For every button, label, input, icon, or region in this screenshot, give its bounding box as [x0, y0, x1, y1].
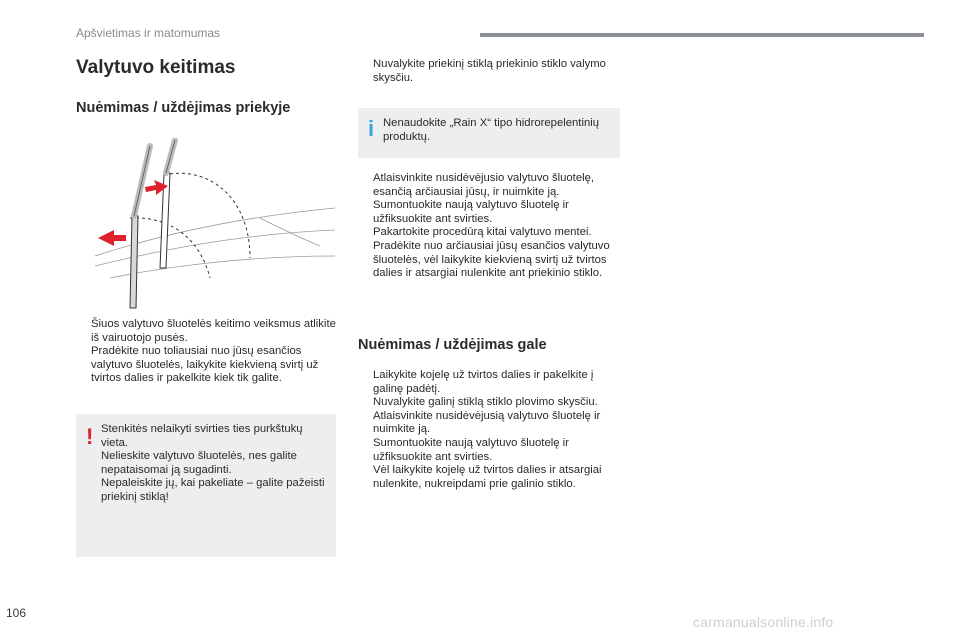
watermark: carmanualsonline.info: [693, 614, 834, 630]
right-steps-top: [358, 58, 620, 85]
list-item: Atlaisvinkite nusidėvėjusią valytuvo šluotelę ir nuimkite ją.: [373, 409, 601, 436]
page-number: 106: [6, 606, 27, 620]
list-item: Sumontuokite naują valytuvo šluotelę ir užfiksuokite ant svirties.: [373, 199, 569, 225]
rear-section-heading: Nuėmimas / uždėjimas gale: [358, 337, 547, 353]
list-item: Nuvalykite galinį stiklą stiklo plovimo skysčiu.: [373, 396, 598, 409]
info-text: Nenaudokite „Rain X“ tipo hidrorepelentinių produktų.: [383, 117, 600, 143]
front-steps-list: [76, 318, 338, 386]
info-box: [358, 108, 620, 158]
list-item: Pakartokite procedūrą kitai valytuvo mentei.: [373, 226, 592, 239]
info-icon: i: [368, 116, 375, 141]
lift-arrow-lower-icon: [98, 230, 126, 246]
header-section-title: Apšvietimas ir matomumas: [76, 26, 221, 40]
list-item: Laikykite kojelę už tvirtos dalies ir pakelkite į galinę padėtį.: [373, 369, 594, 395]
page-title: Valytuvo keitimas: [76, 57, 236, 78]
warning-line: Nepaleiskite jų, kai pakeliate – galite pažeisti priekinį stiklą!: [101, 477, 325, 503]
warning-line: Nelieskite valytuvo šluotelės, nes galite nepataisomai ją sugadinti.: [101, 450, 297, 476]
list-item: Pradėkite nuo arčiausiai jūsų esančios valytuvo šluotelės, vėl laikykite kiekvieną svirtį už tvirtos dalies ir atsargiai nulenkite ant priekinio stiklo.: [373, 239, 610, 280]
list-item: Atlaisvinkite nusidėvėjusio valytuvo šluotelę, esančią arčiausiai jūsų, ir nuimkite ją.: [373, 172, 595, 198]
list-item: Pradėkite nuo toliausiai nuo jūsų esančios valytuvo šluotelės, laikykite kiekvieną svirtį už tvirtos dalies ir pakelkite kiek tik galite.: [91, 345, 319, 385]
wiper-illustration: [90, 138, 340, 318]
list-item: Sumontuokite naują valytuvo šluotelę ir užfiksuokite ant svirties.: [373, 436, 569, 463]
warning-exclamation-icon: !: [86, 424, 94, 449]
list-item: Nuvalykite priekinį stiklą priekinio stiklo valymo skysčiu.: [373, 58, 606, 84]
warning-line: Stenkitės nelaikyti svirties ties purkštukų vieta.: [101, 423, 303, 449]
list-item: Šiuos valytuvo šluotelės keitimo veiksmus atlikite iš vairuotojo pusės.: [91, 318, 336, 344]
front-section-heading: Nuėmimas / uždėjimas priekyje: [76, 100, 291, 116]
warning-box: [76, 414, 336, 557]
rear-steps-list: [358, 369, 623, 491]
right-steps-mid: [358, 172, 620, 281]
header-divider: [480, 33, 924, 37]
list-item: Vėl laikykite kojelę už tvirtos dalies ir atsargiai nulenkite, nukreipdami prie galinio stiklo.: [373, 464, 602, 490]
